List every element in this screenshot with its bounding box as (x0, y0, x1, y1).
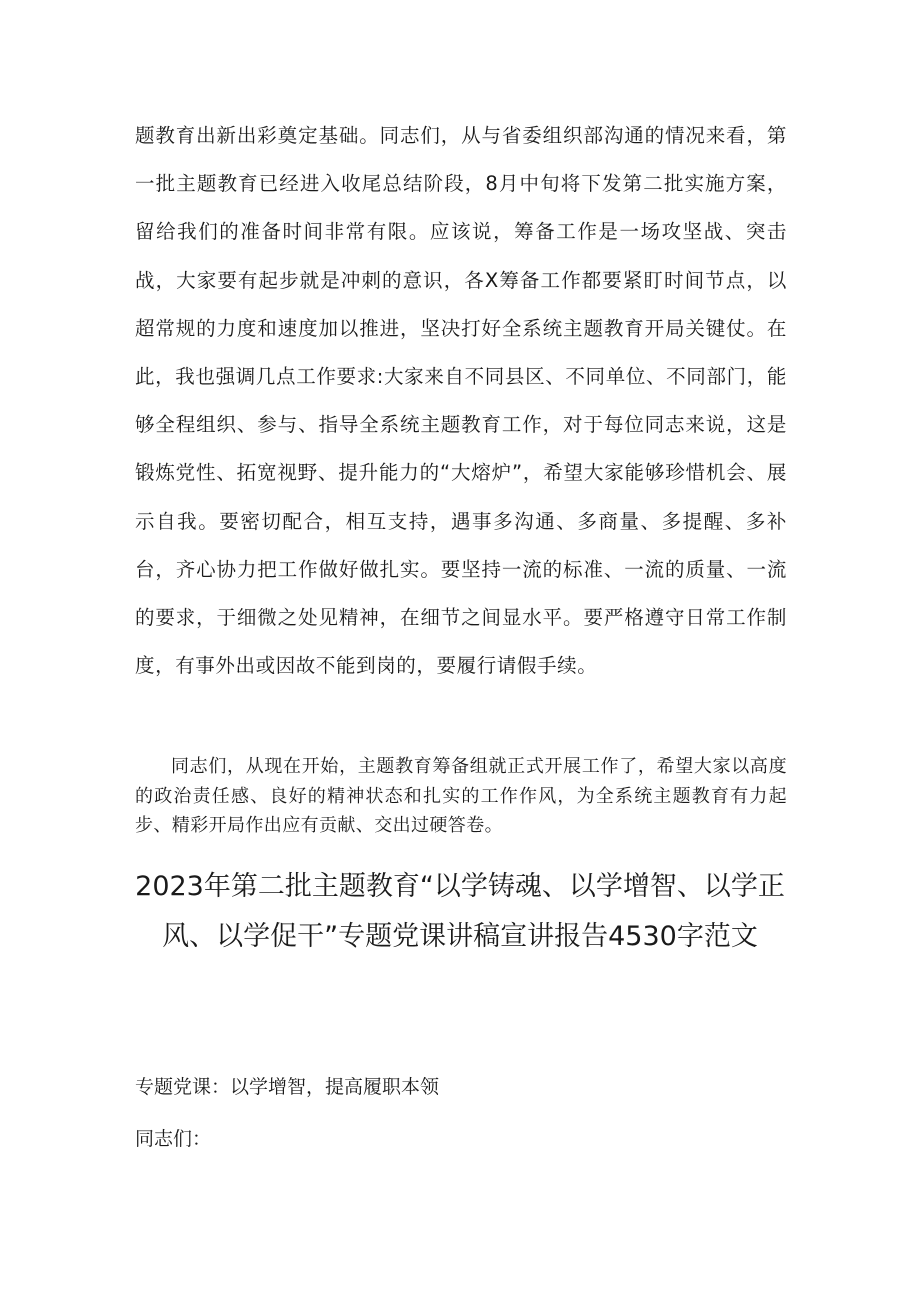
body-paragraph: 题教育出新出彩奠定基础。同志们，从与省委组织部沟通的情况来看，第一批主题教育已经进入收尾总结阶段，8月中旬将下发第二批实施方案，留给我们的准备时间非常有限。应该说，筹备工作是一场攻坚战、突击战，大家要有起步就是冲刺的意识，各X筹备工作都要紧盯时间节点，以超常规的力度和速度加以推进，坚决打好全系统主题教育开局关键仗。在此，我也强调几点工作要求:大家来自不同县区、不同单位、不同部门，能够全程组织、参与、指导全系统主题教育工作，对于每位同志来说，这是锻炼党性、拓宽视野、提升能力的“大熔炉”，希望大家能够珍惜机会、展示自我。要密切配合，相互支持，遇事多沟通、多商量、多提醒、多补台，齐心协力把工作做好做扎实。要坚持一流的标准、一流的质量、一流的要求，于细微之处见精神，在细节之间显水平。要严格遵守日常工作制度，有事外出或因故不能到岗的，要履行请假手续。 (135, 124, 787, 678)
document-title: 2023年第二批主题教育“以学铸魂、以学增智、以学正风、以学促干”专题党课讲稿宣讲报告4530字范文 (135, 871, 785, 952)
closing-paragraph: 同志们，从现在开始，主题教育筹备组就正式开展工作了，希望大家以高度的政治责任感、良好的精神状态和扎实的工作作风，为全系统主题教育有力起步、精彩开局作出应有贡献、交出过硬答卷。 (135, 756, 787, 836)
lecture-subtitle: 专题党课：以学增智，提高履职本领 (135, 1076, 440, 1098)
greeting: 同志们： (135, 1128, 212, 1150)
